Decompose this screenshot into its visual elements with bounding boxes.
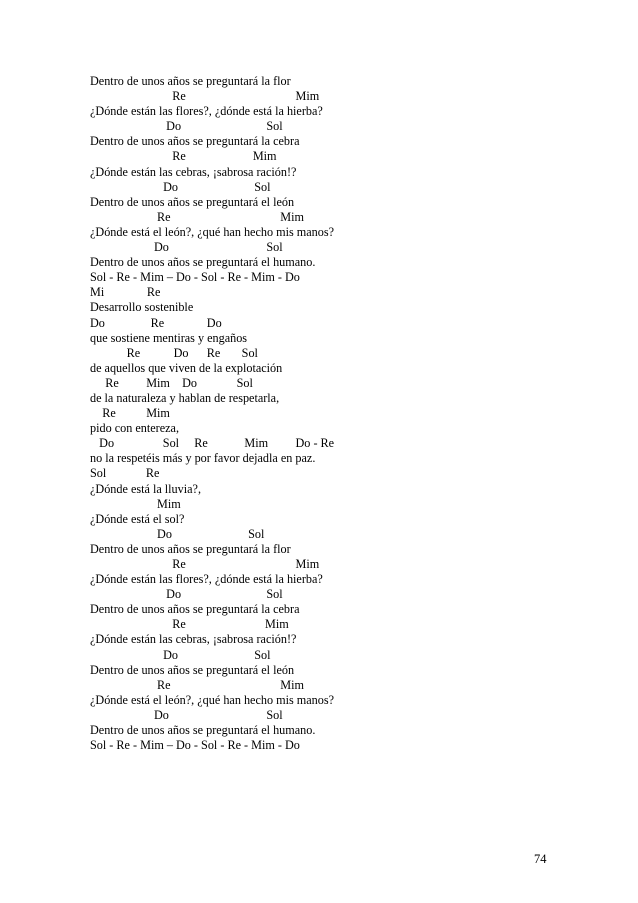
chord-line: Re Mim [90,209,304,224]
chord-line: Do Sol [90,179,271,194]
lyric-line: Dentro de unos años se preguntará el humano. [90,255,316,270]
lyric-line: Desarrollo sostenible [90,300,194,315]
chord-line: Sol - Re - Mim – Do - Sol - Re - Mim - Do [90,738,300,753]
chord-line: Re Mim [90,89,320,104]
chord-line: Re Do Re Sol [90,345,258,360]
lyric-line: ¿Dónde está el león?, ¿qué han hecho mis manos? [90,692,334,707]
chord-line: Do Re Do [90,315,222,330]
lyric-line: ¿Dónde está el sol? [90,511,185,526]
lyric-line: ¿Dónde está la lluvia?, [90,481,201,496]
page-number: 74 [534,852,547,866]
lyric-line: Dentro de unos años se preguntará la cebra [90,134,300,149]
lyric-line: de la naturaleza y hablan de respetarla, [90,390,280,405]
chord-line: Re Mim [90,617,289,632]
chord-line: Do Sol [90,240,283,255]
lyric-line: de aquellos que viven de la explotación [90,360,283,375]
chord-line: Do Sol [90,647,271,662]
lyric-line: ¿Dónde están las cebras, ¡sabrosa ración!? [90,632,297,647]
chord-line: Sol Re [90,466,160,481]
chord-line: Mim [90,496,181,511]
chord-line: Do Sol [90,587,283,602]
lyric-line: Dentro de unos años se preguntará el león [90,662,295,677]
chord-line: Re Mim [90,677,304,692]
lyric-line: Dentro de unos años se preguntará la flor [90,74,291,88]
chord-line: Do Sol [90,707,283,722]
lyric-line: Dentro de unos años se preguntará la flor [90,541,291,556]
lyric-line: Dentro de unos años se preguntará el humano. [90,723,316,738]
chord-line: Mi Re [90,285,161,300]
lyric-line: que sostiene mentiras y engaños [90,330,248,345]
lyric-line: ¿Dónde está el león?, ¿qué han hecho mis manos? [90,224,334,239]
lyric-line: ¿Dónde están las cebras, ¡sabrosa ración!? [90,164,297,179]
lyric-line: ¿Dónde están las flores?, ¿dónde está la hierba? [90,104,323,119]
song-lyrics-with-chords [90,74,570,753]
chord-line: Do Sol Re Mim Do - Re [90,436,335,451]
chord-line: Re Mim Do Sol [90,375,253,390]
chord-line: Do Sol [90,119,283,134]
chord-line: Do Sol [90,526,265,541]
chord-line: Re Mim [90,557,320,571]
lyric-line: pido con entereza, [90,421,179,436]
lyric-line: Dentro de unos años se preguntará la cebra [90,602,300,617]
chord-line: Re Mim [90,149,277,164]
lyric-line: Dentro de unos años se preguntará el león [90,194,295,209]
chord-line: Sol - Re - Mim – Do - Sol - Re - Mim - Do [90,270,300,285]
lyric-line: ¿Dónde están las flores?, ¿dónde está la hierba? [90,572,323,587]
chord-line: Re Mim [90,406,170,421]
lyric-line: no la respetéis más y por favor dejadla en paz. [90,451,316,466]
